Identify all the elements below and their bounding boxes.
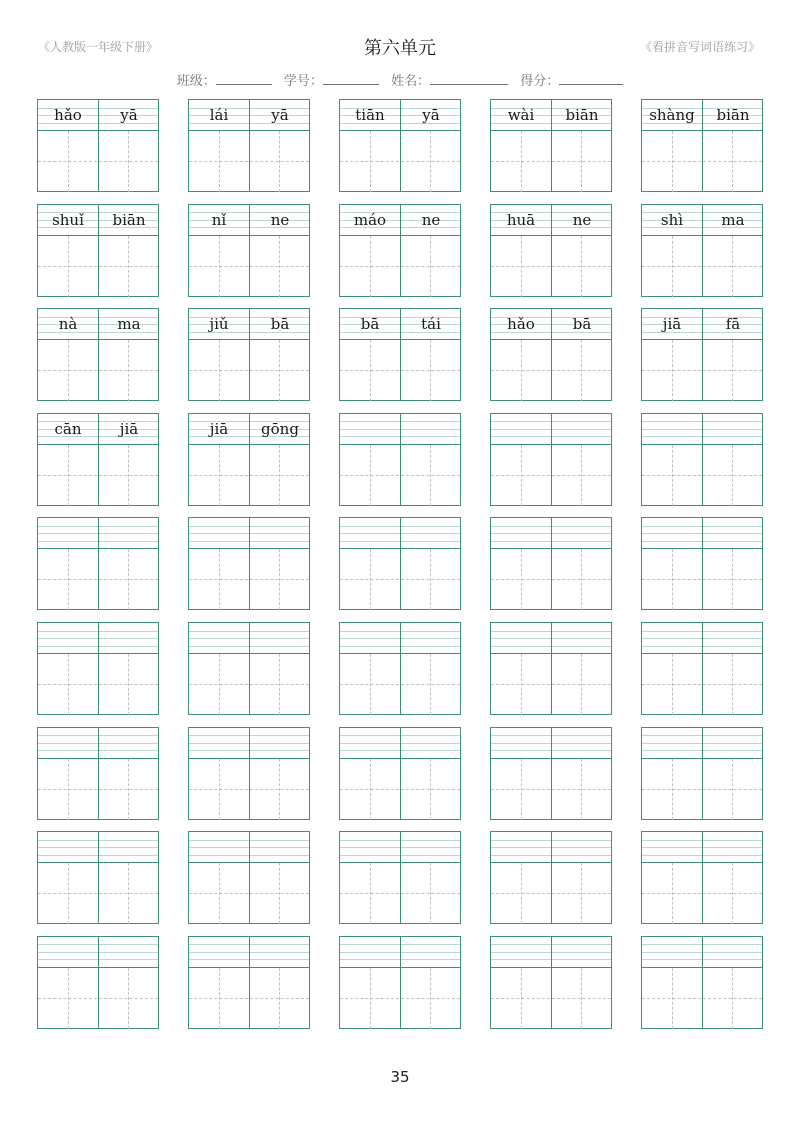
pinyin-syllable: bā bbox=[270, 315, 290, 334]
tianzi-dash-horizontal bbox=[189, 266, 309, 267]
cell-divider bbox=[702, 518, 703, 609]
tianzi-dash-vertical bbox=[219, 549, 220, 610]
word-box[interactable] bbox=[37, 622, 159, 715]
tianzi-dash-vertical bbox=[430, 236, 431, 297]
word-box[interactable] bbox=[490, 936, 612, 1029]
tianzi-dash-vertical bbox=[430, 445, 431, 506]
tianzi-dash-horizontal bbox=[340, 161, 460, 162]
tianzi-dash-vertical bbox=[732, 445, 733, 506]
pinyin-syllable: fā bbox=[725, 315, 741, 334]
book-edition-label: 《人教版一年级下册》 bbox=[38, 40, 159, 54]
tianzi-dash-vertical bbox=[279, 863, 280, 924]
tianzi-dash-vertical bbox=[672, 654, 673, 715]
word-box[interactable] bbox=[188, 622, 310, 715]
cell-divider bbox=[400, 937, 401, 1028]
tianzi-dash-horizontal bbox=[189, 161, 309, 162]
tianzi-dash-vertical bbox=[521, 654, 522, 715]
page-title: 第六单元 bbox=[364, 38, 436, 59]
name-field[interactable] bbox=[391, 74, 508, 89]
tianzi-dash-vertical bbox=[279, 236, 280, 297]
word-box[interactable] bbox=[641, 517, 763, 610]
word-box[interactable] bbox=[490, 204, 612, 297]
tianzi-dash-vertical bbox=[370, 131, 371, 192]
tianzi-dash-vertical bbox=[128, 549, 129, 610]
tianzi-dash-vertical bbox=[68, 759, 69, 820]
tianzi-dash-vertical bbox=[370, 968, 371, 1029]
word-box[interactable] bbox=[490, 622, 612, 715]
tianzi-dash-horizontal bbox=[189, 579, 309, 580]
tianzi-dash-horizontal bbox=[642, 893, 762, 894]
tianzi-dash-vertical bbox=[68, 863, 69, 924]
tianzi-dash-vertical bbox=[430, 654, 431, 715]
tianzi-dash-vertical bbox=[672, 968, 673, 1029]
tianzi-dash-vertical bbox=[732, 549, 733, 610]
tianzi-dash-vertical bbox=[68, 654, 69, 715]
tianzi-dash-horizontal bbox=[642, 475, 762, 476]
pinyin-syllable: yā bbox=[120, 106, 138, 124]
word-box[interactable] bbox=[37, 936, 159, 1029]
cell-divider bbox=[551, 937, 552, 1028]
tianzi-dash-horizontal bbox=[642, 998, 762, 999]
tianzi-dash-horizontal bbox=[189, 684, 309, 685]
tianzi-dash-horizontal bbox=[38, 579, 158, 580]
tianzi-dash-horizontal bbox=[340, 998, 460, 999]
pinyin-syllable: ne bbox=[270, 210, 290, 229]
cell-divider bbox=[551, 414, 552, 505]
tianzi-dash-horizontal bbox=[38, 998, 158, 999]
tianzi-dash-horizontal bbox=[340, 370, 460, 371]
pinyin-syllable: biān bbox=[716, 106, 750, 124]
tianzi-dash-vertical bbox=[128, 863, 129, 924]
word-box[interactable] bbox=[188, 204, 310, 297]
pinyin-syllable: nǐ bbox=[211, 210, 227, 229]
tianzi-dash-vertical bbox=[68, 236, 69, 297]
word-box[interactable] bbox=[188, 308, 310, 401]
tianzi-dash-vertical bbox=[219, 131, 220, 192]
score-field[interactable] bbox=[520, 74, 623, 89]
tianzi-dash-horizontal bbox=[642, 684, 762, 685]
word-box[interactable] bbox=[339, 308, 461, 401]
tianzi-dash-vertical bbox=[581, 236, 582, 297]
pinyin-syllable: jiā bbox=[209, 419, 229, 438]
tianzi-dash-vertical bbox=[370, 863, 371, 924]
tianzi-dash-horizontal bbox=[491, 161, 611, 162]
tianzi-dash-vertical bbox=[279, 445, 280, 506]
word-box[interactable] bbox=[339, 936, 461, 1029]
tianzi-dash-vertical bbox=[732, 759, 733, 820]
word-box[interactable] bbox=[339, 831, 461, 924]
tianzi-dash-vertical bbox=[581, 445, 582, 506]
tianzi-dash-vertical bbox=[370, 445, 371, 506]
tianzi-dash-horizontal bbox=[38, 789, 158, 790]
tianzi-dash-horizontal bbox=[38, 684, 158, 685]
tianzi-dash-vertical bbox=[732, 968, 733, 1029]
tianzi-dash-vertical bbox=[370, 759, 371, 820]
tianzi-dash-horizontal bbox=[491, 370, 611, 371]
tianzi-dash-vertical bbox=[279, 968, 280, 1029]
page-number: 35 bbox=[390, 1068, 410, 1086]
word-box[interactable] bbox=[188, 517, 310, 610]
tianzi-dash-horizontal bbox=[189, 475, 309, 476]
pinyin-syllable: tái bbox=[421, 315, 441, 334]
cell-divider bbox=[98, 832, 99, 923]
pinyin-syllable: yā bbox=[271, 106, 289, 124]
cell-divider bbox=[551, 728, 552, 819]
tianzi-dash-vertical bbox=[128, 968, 129, 1029]
name-label: 姓名： bbox=[391, 74, 431, 89]
tianzi-dash-vertical bbox=[128, 654, 129, 715]
cell-divider bbox=[702, 832, 703, 923]
tianzi-dash-vertical bbox=[279, 759, 280, 820]
student-id-label: 学号： bbox=[283, 74, 323, 89]
tianzi-dash-vertical bbox=[219, 863, 220, 924]
score-label: 得分： bbox=[520, 74, 560, 89]
pinyin-syllable: ma bbox=[117, 315, 141, 334]
word-box[interactable] bbox=[641, 99, 763, 192]
tianzi-dash-vertical bbox=[581, 863, 582, 924]
class-field[interactable] bbox=[177, 74, 272, 89]
exercise-type-label: 《看拼音写词语练习》 bbox=[639, 40, 760, 54]
word-box[interactable] bbox=[641, 622, 763, 715]
tianzi-dash-horizontal bbox=[38, 475, 158, 476]
tianzi-dash-vertical bbox=[672, 863, 673, 924]
pinyin-syllable: bā bbox=[572, 315, 592, 334]
pinyin-syllable: ne bbox=[421, 210, 441, 229]
word-box[interactable] bbox=[339, 622, 461, 715]
tianzi-dash-vertical bbox=[521, 236, 522, 297]
tianzi-dash-vertical bbox=[279, 549, 280, 610]
tianzi-dash-vertical bbox=[430, 131, 431, 192]
pinyin-syllable: máo bbox=[353, 210, 387, 229]
tianzi-dash-vertical bbox=[732, 654, 733, 715]
class-blank[interactable] bbox=[216, 74, 272, 85]
student-id-blank[interactable] bbox=[323, 74, 379, 85]
tianzi-dash-horizontal bbox=[642, 789, 762, 790]
tianzi-dash-vertical bbox=[219, 968, 220, 1029]
word-box[interactable] bbox=[37, 204, 159, 297]
pinyin-syllable: bā bbox=[360, 315, 380, 334]
tianzi-dash-vertical bbox=[68, 445, 69, 506]
tianzi-dash-vertical bbox=[430, 759, 431, 820]
cell-divider bbox=[702, 728, 703, 819]
student-info-line bbox=[0, 70, 800, 89]
tianzi-dash-horizontal bbox=[491, 684, 611, 685]
tianzi-dash-vertical bbox=[521, 340, 522, 401]
tianzi-dash-horizontal bbox=[189, 893, 309, 894]
tianzi-dash-vertical bbox=[219, 236, 220, 297]
word-box[interactable] bbox=[339, 99, 461, 192]
tianzi-dash-vertical bbox=[521, 131, 522, 192]
word-box[interactable] bbox=[490, 413, 612, 506]
word-box[interactable] bbox=[37, 99, 159, 192]
tianzi-dash-vertical bbox=[581, 654, 582, 715]
name-blank[interactable] bbox=[430, 74, 508, 85]
tianzi-dash-vertical bbox=[219, 445, 220, 506]
pinyin-syllable: huā bbox=[506, 210, 536, 229]
pinyin-syllable: nà bbox=[58, 315, 78, 334]
word-box[interactable] bbox=[37, 413, 159, 506]
cell-divider bbox=[702, 414, 703, 505]
cell-divider bbox=[98, 623, 99, 714]
writing-grid bbox=[37, 99, 763, 1029]
tianzi-dash-vertical bbox=[370, 340, 371, 401]
word-box[interactable] bbox=[37, 831, 159, 924]
tianzi-dash-vertical bbox=[430, 968, 431, 1029]
tianzi-dash-vertical bbox=[672, 445, 673, 506]
word-box[interactable] bbox=[641, 936, 763, 1029]
tianzi-dash-vertical bbox=[430, 340, 431, 401]
cell-divider bbox=[702, 623, 703, 714]
tianzi-dash-vertical bbox=[581, 968, 582, 1029]
cell-divider bbox=[702, 937, 703, 1028]
cell-divider bbox=[98, 518, 99, 609]
pinyin-syllable: cān bbox=[54, 419, 82, 438]
tianzi-dash-vertical bbox=[581, 759, 582, 820]
word-box[interactable] bbox=[490, 308, 612, 401]
pinyin-syllable: yā bbox=[422, 106, 440, 124]
tianzi-dash-vertical bbox=[128, 759, 129, 820]
word-box[interactable] bbox=[641, 831, 763, 924]
cell-divider bbox=[551, 623, 552, 714]
word-box[interactable] bbox=[490, 517, 612, 610]
pinyin-syllable: hǎo bbox=[54, 106, 82, 124]
cell-divider bbox=[249, 832, 250, 923]
tianzi-dash-vertical bbox=[732, 236, 733, 297]
pinyin-syllable: biān bbox=[112, 210, 146, 229]
tianzi-dash-horizontal bbox=[340, 579, 460, 580]
tianzi-dash-vertical bbox=[732, 340, 733, 401]
tianzi-dash-vertical bbox=[672, 340, 673, 401]
tianzi-dash-vertical bbox=[68, 340, 69, 401]
cell-divider bbox=[249, 623, 250, 714]
tianzi-dash-vertical bbox=[521, 968, 522, 1029]
pinyin-syllable: hǎo bbox=[507, 315, 535, 334]
pinyin-syllable: jiā bbox=[119, 419, 139, 438]
tianzi-dash-vertical bbox=[370, 549, 371, 610]
tianzi-dash-horizontal bbox=[642, 370, 762, 371]
word-box[interactable] bbox=[641, 727, 763, 820]
word-box[interactable] bbox=[37, 517, 159, 610]
student-id-field[interactable] bbox=[284, 74, 379, 89]
class-label: 班级： bbox=[176, 74, 216, 89]
tianzi-dash-vertical bbox=[521, 549, 522, 610]
tianzi-dash-horizontal bbox=[38, 266, 158, 267]
tianzi-dash-horizontal bbox=[38, 161, 158, 162]
tianzi-dash-horizontal bbox=[491, 579, 611, 580]
tianzi-dash-vertical bbox=[279, 654, 280, 715]
pinyin-syllable: jiā bbox=[662, 315, 682, 334]
pinyin-syllable: jiǔ bbox=[209, 315, 229, 334]
pinyin-syllable: ne bbox=[572, 210, 592, 229]
word-box[interactable] bbox=[641, 204, 763, 297]
tianzi-dash-horizontal bbox=[340, 789, 460, 790]
tianzi-dash-horizontal bbox=[491, 266, 611, 267]
pinyin-syllable: biān bbox=[565, 106, 599, 124]
cell-divider bbox=[400, 414, 401, 505]
pinyin-syllable: shuǐ bbox=[52, 210, 84, 229]
tianzi-dash-horizontal bbox=[491, 789, 611, 790]
pinyin-syllable: shàng bbox=[649, 106, 695, 124]
word-box[interactable] bbox=[37, 727, 159, 820]
tianzi-dash-vertical bbox=[279, 340, 280, 401]
tianzi-dash-vertical bbox=[581, 340, 582, 401]
word-box[interactable] bbox=[188, 99, 310, 192]
pinyin-syllable: tiān bbox=[355, 106, 385, 124]
tianzi-dash-vertical bbox=[732, 863, 733, 924]
tianzi-dash-horizontal bbox=[189, 998, 309, 999]
tianzi-dash-vertical bbox=[672, 236, 673, 297]
cell-divider bbox=[400, 728, 401, 819]
tianzi-dash-vertical bbox=[68, 549, 69, 610]
word-box[interactable] bbox=[339, 413, 461, 506]
cell-divider bbox=[400, 623, 401, 714]
tianzi-dash-vertical bbox=[581, 549, 582, 610]
tianzi-dash-horizontal bbox=[340, 684, 460, 685]
tianzi-dash-vertical bbox=[521, 445, 522, 506]
word-box[interactable] bbox=[188, 413, 310, 506]
tianzi-dash-vertical bbox=[732, 131, 733, 192]
cell-divider bbox=[249, 518, 250, 609]
tianzi-dash-vertical bbox=[672, 549, 673, 610]
tianzi-dash-vertical bbox=[128, 236, 129, 297]
word-box[interactable] bbox=[339, 204, 461, 297]
word-box[interactable] bbox=[490, 99, 612, 192]
tianzi-dash-vertical bbox=[219, 654, 220, 715]
tianzi-dash-vertical bbox=[128, 131, 129, 192]
pinyin-syllable: gōng bbox=[261, 419, 299, 438]
word-box[interactable] bbox=[37, 308, 159, 401]
cell-divider bbox=[249, 937, 250, 1028]
word-box[interactable] bbox=[641, 413, 763, 506]
tianzi-dash-vertical bbox=[279, 131, 280, 192]
cell-divider bbox=[98, 728, 99, 819]
tianzi-dash-vertical bbox=[430, 863, 431, 924]
tianzi-dash-horizontal bbox=[189, 370, 309, 371]
tianzi-dash-vertical bbox=[672, 759, 673, 820]
word-box[interactable] bbox=[641, 308, 763, 401]
tianzi-dash-vertical bbox=[370, 236, 371, 297]
word-box[interactable] bbox=[188, 936, 310, 1029]
cell-divider bbox=[551, 518, 552, 609]
tianzi-dash-horizontal bbox=[642, 266, 762, 267]
pinyin-syllable: shì bbox=[660, 210, 684, 229]
tianzi-dash-vertical bbox=[128, 445, 129, 506]
tianzi-dash-horizontal bbox=[340, 893, 460, 894]
tianzi-dash-vertical bbox=[68, 968, 69, 1029]
tianzi-dash-horizontal bbox=[491, 893, 611, 894]
tianzi-dash-horizontal bbox=[189, 789, 309, 790]
tianzi-dash-horizontal bbox=[38, 893, 158, 894]
tianzi-dash-vertical bbox=[430, 549, 431, 610]
tianzi-dash-horizontal bbox=[491, 475, 611, 476]
tianzi-dash-vertical bbox=[370, 654, 371, 715]
cell-divider bbox=[551, 832, 552, 923]
word-box[interactable] bbox=[490, 727, 612, 820]
score-blank[interactable] bbox=[559, 74, 623, 85]
tianzi-dash-vertical bbox=[672, 131, 673, 192]
tianzi-dash-vertical bbox=[581, 131, 582, 192]
cell-divider bbox=[400, 832, 401, 923]
tianzi-dash-vertical bbox=[521, 759, 522, 820]
pinyin-syllable: ma bbox=[721, 210, 745, 229]
tianzi-dash-horizontal bbox=[340, 475, 460, 476]
tianzi-dash-horizontal bbox=[642, 579, 762, 580]
tianzi-dash-horizontal bbox=[642, 161, 762, 162]
cell-divider bbox=[249, 728, 250, 819]
cell-divider bbox=[400, 518, 401, 609]
tianzi-dash-horizontal bbox=[38, 370, 158, 371]
word-box[interactable] bbox=[188, 831, 310, 924]
pinyin-syllable: wài bbox=[507, 106, 535, 124]
tianzi-dash-vertical bbox=[219, 759, 220, 820]
word-box[interactable] bbox=[339, 517, 461, 610]
tianzi-dash-vertical bbox=[521, 863, 522, 924]
cell-divider bbox=[98, 937, 99, 1028]
tianzi-dash-vertical bbox=[219, 340, 220, 401]
tianzi-dash-horizontal bbox=[340, 266, 460, 267]
word-box[interactable] bbox=[339, 727, 461, 820]
word-box[interactable] bbox=[490, 831, 612, 924]
pinyin-syllable: lái bbox=[209, 106, 229, 124]
tianzi-dash-vertical bbox=[128, 340, 129, 401]
word-box[interactable] bbox=[188, 727, 310, 820]
tianzi-dash-horizontal bbox=[491, 998, 611, 999]
tianzi-dash-vertical bbox=[68, 131, 69, 192]
